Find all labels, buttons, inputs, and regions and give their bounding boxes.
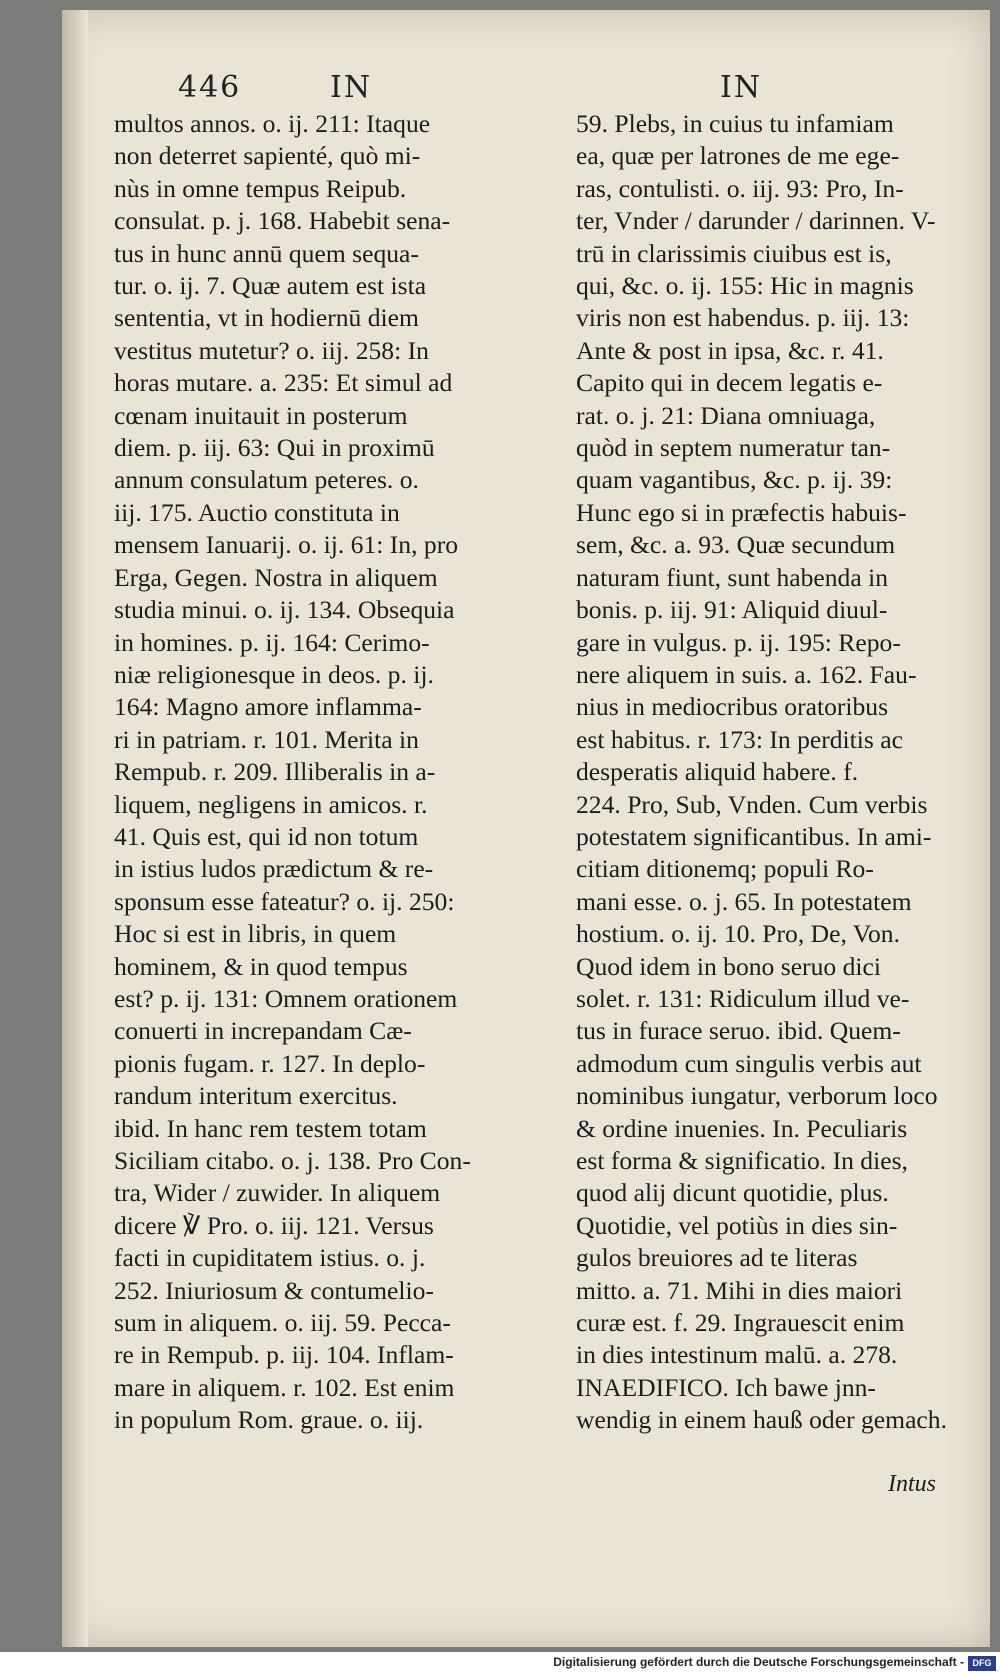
text-line: sem, &c. a. 93. Quæ secundum — [576, 530, 896, 560]
text-line: INAEDIFICO. Ich bawe jnn- — [576, 1372, 876, 1402]
text-line: sententia, vt in hodiernū diem — [114, 303, 419, 333]
text-line: est? p. ij. 131: Omnem orationem — [114, 983, 458, 1013]
text-line: Siciliam citabo. o. j. 138. Pro Con- — [114, 1146, 471, 1175]
text-line: 252. Iniuriosum & contumelio- — [114, 1275, 434, 1305]
text-line: 41. Quis est, qui id non totum — [114, 821, 419, 851]
text-line: multos annos. o. ij. 211: Itaque — [114, 109, 431, 138]
text-line: sum in aliquem. o. iij. 59. Pecca- — [114, 1308, 451, 1338]
page-number: 446 — [178, 70, 242, 105]
text-line: qui, &c. o. ij. 155: Hic in magnis — [576, 271, 914, 301]
text-line: quam vagantibus, &c. p. ij. 39: — [576, 465, 893, 495]
text-line: 164: Magno amore inflamma- — [114, 692, 422, 722]
text-line: Capito qui in decem legatis e- — [576, 368, 883, 398]
text-line: curæ est. f. 29. Ingrauescit enim — [576, 1308, 905, 1338]
text-line: studia minui. o. ij. 134. Obsequia — [114, 595, 455, 625]
text-line: niæ religionesque in deos. p. ij. — [114, 659, 434, 689]
text-line: quod alij dicunt quotidie, plus. — [576, 1178, 889, 1208]
text-line: randum interitum exercitus. — [114, 1081, 398, 1111]
text-line: in homines. p. ij. 164: Cerimo- — [114, 627, 430, 657]
text-line: mare in aliquem. r. 102. Est enim — [114, 1372, 455, 1402]
text-line: viris non est habendus. p. iij. 13: — [576, 303, 910, 333]
text-line: trū in clarissimis ciuibus est is, — [576, 238, 892, 268]
text-line: quòd in septem numeratur tan- — [576, 433, 891, 463]
text-line: in dies intestinum malū. a. 278. — [576, 1340, 898, 1370]
text-line: tra, Wider / zuwider. In aliquem — [114, 1178, 441, 1208]
page-gutter — [62, 10, 88, 1647]
text-line: est habitus. r. 173: In perditis ac — [576, 724, 903, 754]
text-line: ri in patriam. r. 101. Merita in — [114, 724, 419, 754]
text-line: facti in cupiditatem istius. o. j. — [114, 1243, 426, 1273]
text-line: nominibus iungatur, verborum loco — [576, 1081, 938, 1111]
text-line: conuerti in increpandam Cæ- — [114, 1016, 412, 1046]
text-line: liquem, negligens in amicos. r. — [114, 789, 428, 819]
text-line: potestatem significantibus. In ami- — [576, 821, 932, 851]
text-line: dicere ℣ Pro. o. iij. 121. Versus — [114, 1210, 434, 1240]
text-line: ea, quæ per latrones de me ege- — [576, 141, 900, 171]
text-line: tur. o. ij. 7. Quæ autem est ista — [114, 271, 427, 301]
text-line: hominem, & in quod tempus — [114, 951, 408, 981]
text-line: gulos breuiores ad te literas — [576, 1243, 858, 1273]
text-line: desperatis aliquid habere. f. — [576, 757, 859, 787]
text-line: est forma & significatio. In dies, — [576, 1146, 908, 1175]
text-line: sponsum esse fateatur? o. ij. 250: — [114, 886, 455, 916]
text-line: iij. 175. Auctio constituta in — [114, 497, 400, 527]
text-line: admodum cum singulis verbis aut — [576, 1048, 922, 1078]
text-line: bonis. p. iij. 91: Aliquid diuul- — [576, 595, 888, 625]
text-line: citiam ditionemq; populi Ro- — [576, 854, 874, 884]
text-line: consulat. p. j. 168. Habebit sena- — [114, 206, 451, 236]
text-line: 224. Pro, Sub, Vnden. Cum verbis — [576, 789, 928, 819]
text-line: nere aliquem in suis. a. 162. Fau- — [576, 659, 917, 689]
dfg-logo: DFG — [968, 1656, 996, 1671]
left-text-column — [114, 108, 562, 1437]
text-line: annum consulatum peteres. o. — [114, 465, 419, 495]
text-line: tus in hunc annū quem sequa- — [114, 238, 419, 268]
text-line: mensem Ianuarij. o. ij. 61: In, pro — [114, 530, 459, 560]
text-line: pionis fugam. r. 127. In deplo- — [114, 1048, 426, 1078]
text-line: Ante & post in ipsa, &c. r. 41. — [576, 335, 884, 365]
text-line: wendig in einem hauß oder gemach. — [576, 1405, 947, 1435]
text-line: hostium. o. ij. 10. Pro, De, Von. — [576, 919, 900, 949]
text-line: diem. p. iij. 63: Qui in proximū — [114, 433, 435, 463]
text-line: ibid. In hanc rem testem totam — [114, 1113, 427, 1143]
funding-credit: Digitalisierung gefördert durch die Deutsche Forschungsgemeinschaft - — [553, 1655, 964, 1669]
text-line: mani esse. o. j. 65. In potestatem — [576, 886, 912, 916]
text-line: re in Rempub. p. iij. 104. Inflam- — [114, 1340, 454, 1370]
text-line: Hoc si est in libris, in quem — [114, 919, 397, 949]
text-line: 59. Plebs, in cuius tu infamiam — [576, 109, 894, 138]
running-head-left: IN — [330, 70, 373, 105]
text-line: non deterret sapienté, quò mi- — [114, 141, 421, 171]
text-line: naturam fiunt, sunt habenda in — [576, 562, 889, 592]
text-line: horas mutare. a. 235: Et simul ad — [114, 368, 453, 398]
text-line: Hunc ego si in præfectis habuis- — [576, 497, 907, 527]
text-line: tus in furace seruo. ibid. Quem- — [576, 1016, 901, 1046]
text-line: ter, Vnder / darunder / darinnen. V- — [576, 206, 936, 236]
text-line: mitto. a. 71. Mihi in dies maiori — [576, 1275, 903, 1305]
running-head-right: IN — [720, 70, 763, 105]
text-line: Quotidie, vel potiùs in dies sin- — [576, 1210, 898, 1240]
text-line: in populum Rom. graue. o. iij. — [114, 1405, 424, 1435]
text-line: nius in mediocribus oratoribus — [576, 692, 889, 722]
text-line: vestitus mutetur? o. iij. 258: In — [114, 335, 429, 365]
text-line: gare in vulgus. p. ij. 195: Repo- — [576, 627, 901, 657]
text-line: & ordine inuenies. In. Peculiaris — [576, 1113, 908, 1143]
right-text-column — [576, 108, 954, 1437]
footer-bar — [0, 1652, 1000, 1676]
text-line: Quod idem in bono seruo dici — [576, 951, 881, 981]
text-line: nùs in omne tempus Reipub. — [114, 173, 407, 203]
text-line: cœnam inuitauit in posterum — [114, 400, 408, 430]
text-line: ras, contulisti. o. iij. 93: Pro, In- — [576, 173, 904, 203]
text-line: in istius ludos prædictum & re- — [114, 854, 434, 884]
text-line: rat. o. j. 21: Diana omniuaga, — [576, 400, 876, 430]
text-line: Erga, Gegen. Nostra in aliquem — [114, 562, 438, 592]
text-line: solet. r. 131: Ridiculum illud ve- — [576, 983, 910, 1013]
catchword: Intus — [888, 1471, 936, 1497]
text-line: Rempub. r. 209. Illiberalis in a- — [114, 757, 436, 787]
